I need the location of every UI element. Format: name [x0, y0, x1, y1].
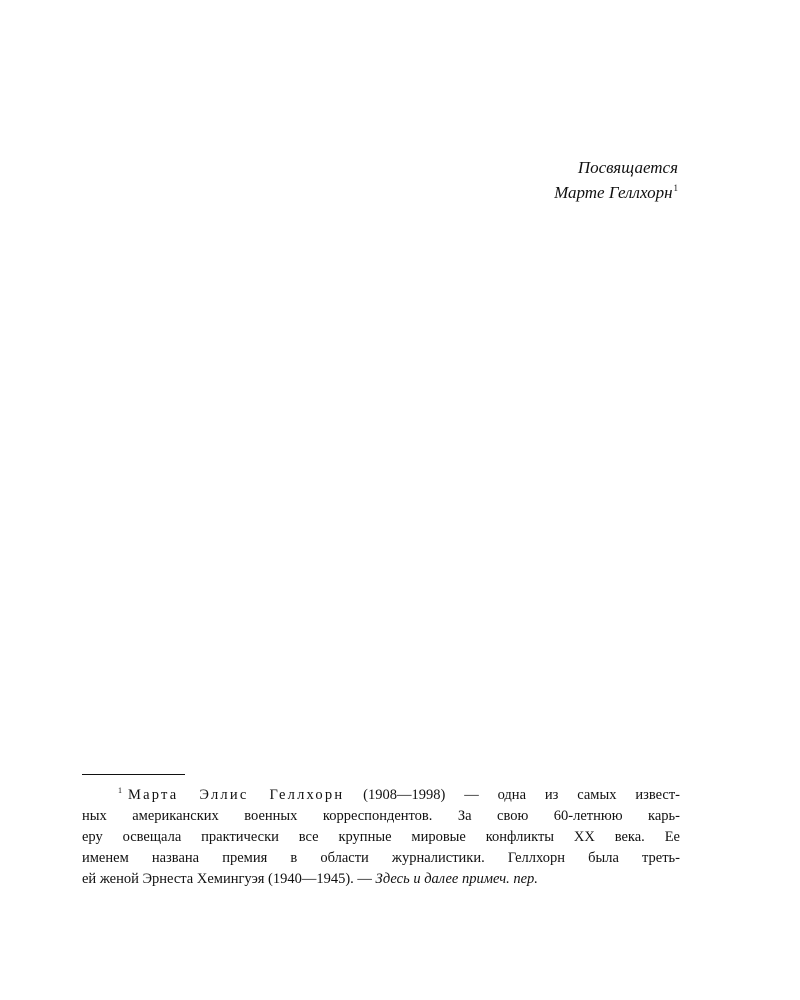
footnote-text-1: (1908—1998) — одна из самых извест-: [344, 787, 680, 803]
footnote-reference[interactable]: 1: [673, 183, 678, 193]
footnote-name: Марта Эллис Геллхорн: [128, 787, 345, 803]
footnote-line-2: ных американских военных корреспондентов. За свою 60-летнюю карь-: [82, 808, 680, 824]
dedication-name: Марте Геллхорн: [554, 183, 673, 202]
footnote-line-4: именем названа премия в области журналистики. Геллхорн была треть-: [82, 850, 680, 866]
footnote-text-5: ей женой Эрнеста Хемингуэя (1940—1945). —: [82, 871, 376, 887]
dedication-line-1: Посвящается: [577, 158, 678, 177]
footnote-line-3: еру освещала практически все крупные мировые конфликты XX века. Ее: [82, 829, 680, 845]
footnote-editor-note: Здесь и далее примеч. пер.: [375, 871, 538, 887]
dedication: [554, 155, 678, 205]
footnote-line-5: [82, 869, 680, 890]
footnote: [82, 785, 680, 890]
footnote-line-1: [82, 785, 680, 806]
dedication-line-2: [554, 180, 678, 205]
footnote-marker: 1: [118, 786, 122, 795]
footnote-divider: [82, 774, 185, 775]
